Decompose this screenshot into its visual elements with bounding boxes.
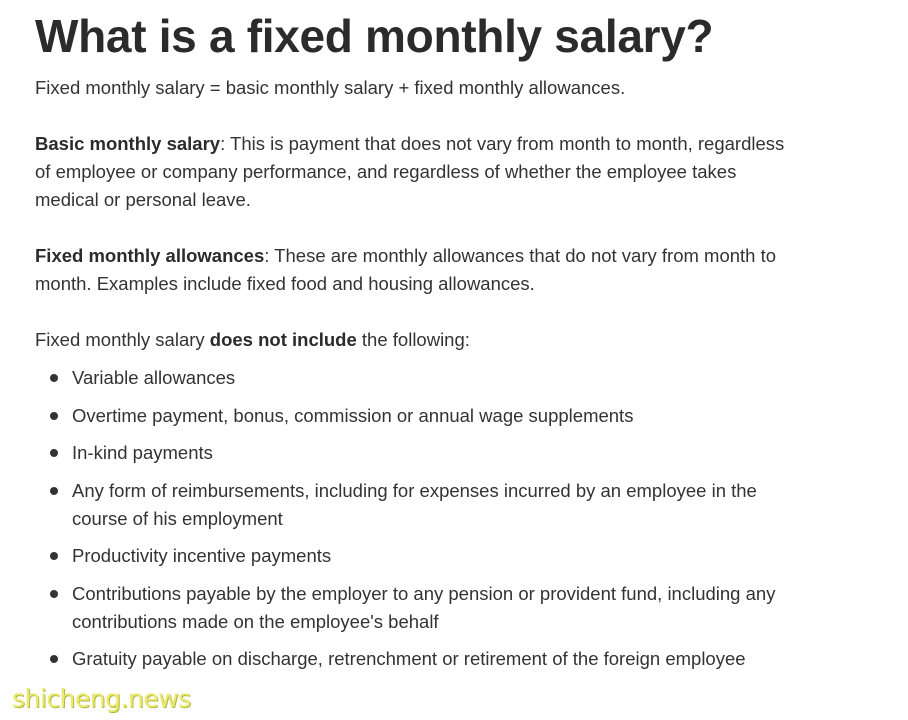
- list-item: [35, 645, 795, 673]
- intro-paragraph: Fixed monthly salary = basic monthly salary + fixed monthly allowances.: [35, 77, 626, 98]
- allowances-term: Fixed monthly allowances: [35, 245, 265, 266]
- exclusion-list: [35, 364, 795, 673]
- basic-salary-paragraph: [35, 130, 795, 214]
- exclusion-paragraph: [35, 326, 795, 354]
- list-item: [35, 439, 795, 467]
- exclusion-prefix: Fixed monthly salary: [35, 329, 210, 350]
- exclusion-suffix: the following:: [356, 329, 470, 350]
- list-item: [35, 402, 795, 430]
- list-item-text: Productivity incentive payments: [72, 545, 332, 566]
- list-item-text: Any form of reimbursements, including for expenses incurred by an employee in the course of his employment: [72, 479, 757, 529]
- exclusion-emphasis: does not include: [209, 329, 357, 350]
- bullet-icon: [50, 487, 58, 495]
- allowances-paragraph: [35, 242, 795, 298]
- list-item-text: Contributions payable by the employer to any pension or provident fund, including any contributions made on the employee's behalf: [72, 582, 776, 632]
- list-item: [35, 364, 795, 392]
- basic-salary-term: Basic monthly salary: [35, 133, 221, 154]
- list-item-text: Variable allowances: [72, 367, 236, 388]
- list-item: [35, 580, 795, 636]
- allowances-text: : These are monthly allowances that do not vary from month to month. Examples include fixed food and housing allowances.: [35, 245, 777, 294]
- bullet-icon: [50, 449, 58, 457]
- page-title: What is a fixed monthly salary?: [35, 10, 714, 62]
- bullet-icon: [50, 590, 58, 598]
- list-item: [35, 477, 795, 533]
- bullet-icon: [50, 374, 58, 382]
- article-body: [35, 74, 795, 701]
- bullet-icon: [50, 655, 58, 663]
- basic-salary-text: : This is payment that does not vary from month to month, regardless of employee or company performance, and regardless of whether the employee takes medical or personal leave.: [35, 133, 785, 210]
- bullet-icon: [50, 552, 58, 560]
- watermark: shicheng.news: [12, 684, 191, 713]
- list-item: [35, 542, 795, 570]
- list-item-text: Overtime payment, bonus, commission or annual wage supplements: [72, 404, 634, 426]
- list-item-text: In-kind payments: [72, 442, 213, 463]
- list-item-text: Gratuity payable on discharge, retrenchment or retirement of the foreign employee: [72, 648, 746, 669]
- bullet-icon: [50, 412, 58, 420]
